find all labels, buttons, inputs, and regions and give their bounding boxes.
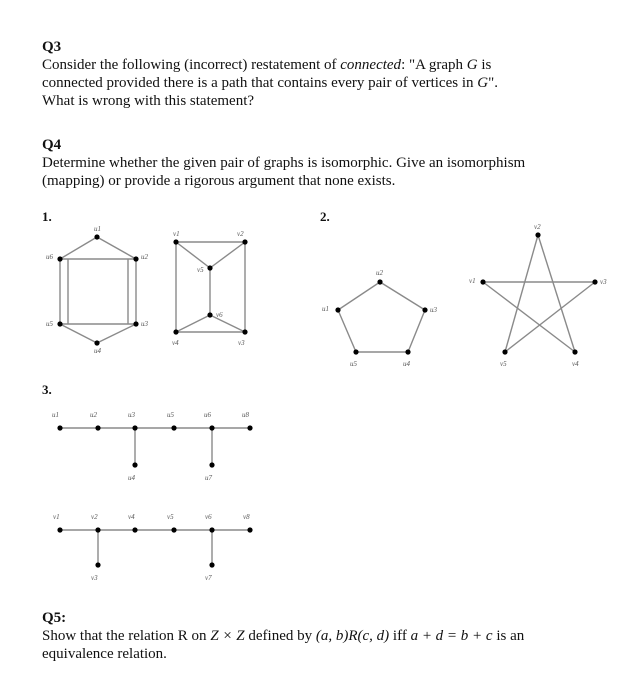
edge (505, 282, 595, 352)
label-v4: v4 (128, 513, 135, 521)
q4-text-line: Determine whether the given pair of graphs is isomorphic. Give an isomorphism (42, 155, 526, 171)
q5-text-part: defined by (244, 628, 316, 644)
vertex-u7 (209, 462, 214, 467)
edge (538, 235, 575, 352)
vertex-v3 (592, 279, 597, 284)
label-u2: u2 (90, 411, 97, 419)
graph-3-v (53, 513, 253, 582)
vertex-u4 (405, 349, 410, 354)
vertex-u6 (209, 425, 214, 430)
label-v6: v6 (205, 513, 212, 521)
label-v2: v2 (237, 230, 244, 238)
q4-heading: Q4 (42, 137, 62, 153)
label-v2: v2 (534, 223, 541, 231)
q5-text (42, 627, 617, 663)
vertex-v1 (480, 279, 485, 284)
edge (97, 237, 136, 259)
vertex-u3 (133, 321, 138, 326)
q5-text-part: is an (492, 628, 525, 644)
edge (408, 310, 425, 352)
label-u3: u3 (141, 320, 148, 328)
q3-heading: Q3 (42, 39, 62, 55)
vertex-u5 (353, 349, 358, 354)
edge (176, 315, 210, 332)
q5-heading: Q5: (42, 610, 67, 626)
label-v1: v1 (173, 230, 180, 238)
edge (338, 310, 356, 352)
label-u4: u4 (128, 474, 135, 482)
label-u2: u2 (141, 253, 148, 261)
vertex-v6 (207, 312, 212, 317)
label-u4: u4 (403, 360, 410, 368)
q3-text-part: connected provided there is a path that contains every pair of vertices in (42, 75, 478, 91)
edge (380, 282, 425, 310)
q3-text-part: What is wrong with this statement? (42, 93, 255, 109)
label-u6: u6 (204, 411, 211, 419)
label-v4: v4 (172, 339, 179, 347)
label-u3: u3 (128, 411, 135, 419)
vertex-v1 (173, 239, 178, 244)
vertex-u2 (133, 256, 138, 261)
q5-text-part: iff (389, 628, 411, 644)
label-u3: u3 (430, 306, 437, 314)
vertex-v6 (209, 527, 214, 532)
vertex-v4 (572, 349, 577, 354)
label-v1: v1 (469, 277, 476, 285)
vertex-v5 (502, 349, 507, 354)
q3-graph-symbol: G (466, 57, 478, 73)
vertex-u5 (171, 425, 176, 430)
vertex-u1 (57, 425, 62, 430)
graph-1-u (46, 225, 149, 355)
label-u1: u1 (52, 411, 59, 419)
label-u4: u4 (94, 347, 101, 355)
q3-text-part: is (477, 57, 492, 73)
edge (60, 237, 97, 259)
label-u1: u1 (322, 305, 329, 313)
label-u5: u5 (350, 360, 357, 368)
label-v5: v5 (167, 513, 174, 521)
label-v6: v6 (216, 311, 223, 319)
graph-3-u (52, 411, 253, 482)
vertex-u1 (94, 234, 99, 239)
graph-1-v (172, 230, 248, 347)
label-v5: v5 (197, 266, 204, 274)
part-1-label: 1. (42, 209, 52, 224)
vertex-u2 (377, 279, 382, 284)
label-v2: v2 (91, 513, 98, 521)
graph-2-u (322, 269, 438, 368)
vertex-v4 (173, 329, 178, 334)
label-u5: u5 (167, 411, 174, 419)
q3-text-part: Consider the following (incorrect) restatement of (42, 57, 341, 73)
vertex-v5 (207, 265, 212, 270)
vertex-u1 (335, 307, 340, 312)
edge (97, 324, 136, 343)
vertex-u4 (132, 462, 137, 467)
q5-text-part: Show that the relation R on (42, 628, 211, 644)
vertex-v8 (247, 527, 252, 532)
q3-text-part: : "A graph (401, 57, 467, 73)
vertex-v2 (95, 527, 100, 532)
vertex-v5 (171, 527, 176, 532)
edge (210, 242, 245, 268)
q3-graph-symbol: G (477, 75, 489, 91)
edge (338, 282, 380, 310)
label-v3: v3 (238, 339, 245, 347)
q5-math-equation: a + d = b + c (410, 628, 493, 644)
q4-text-line: (mapping) or provide a rigorous argument that none exists. (42, 173, 396, 189)
label-u5: u5 (46, 320, 53, 328)
q5-math-relation: (a, b)R(c, d) (315, 628, 390, 644)
label-u6: u6 (46, 253, 53, 261)
q5-section (42, 609, 617, 663)
label-u8: u8 (242, 411, 249, 419)
vertex-v1 (57, 527, 62, 532)
label-v1: v1 (53, 513, 60, 521)
label-u1: u1 (94, 225, 101, 233)
vertex-u3 (422, 307, 427, 312)
label-v3: v3 (600, 278, 607, 286)
edge (505, 235, 538, 352)
vertex-u2 (95, 425, 100, 430)
label-v3: v3 (91, 574, 98, 582)
q5-math-product: Z × Z (210, 628, 245, 644)
vertex-u6 (57, 256, 62, 261)
part-3-label: 3. (42, 382, 52, 397)
edge (176, 242, 210, 268)
q3-term-connected: connected (340, 57, 402, 73)
part-2-label: 2. (320, 209, 330, 224)
graph-2-v (469, 223, 607, 368)
vertex-v4 (132, 527, 137, 532)
vertex-v2 (242, 239, 247, 244)
edge (60, 324, 97, 343)
label-u2: u2 (376, 269, 383, 277)
vertex-u4 (94, 340, 99, 345)
q3-text-part: ". (488, 75, 498, 91)
q5-text-part: equivalence relation. (42, 646, 167, 662)
vertex-u3 (132, 425, 137, 430)
vertex-v3 (242, 329, 247, 334)
label-v4: v4 (572, 360, 579, 368)
label-u7: u7 (205, 474, 212, 482)
vertex-v7 (209, 562, 214, 567)
vertex-v2 (535, 232, 540, 237)
vertex-u5 (57, 321, 62, 326)
vertex-v3 (95, 562, 100, 567)
edge (483, 282, 575, 352)
label-v7: v7 (205, 574, 212, 582)
vertex-u8 (247, 425, 252, 430)
label-v8: v8 (243, 513, 250, 521)
label-v5: v5 (500, 360, 507, 368)
